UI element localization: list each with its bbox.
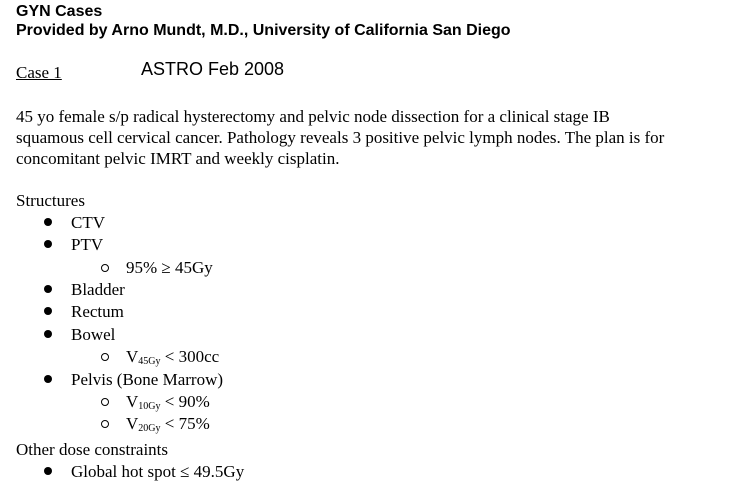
bullet-icon [44,218,52,226]
bullet-icon [44,307,52,315]
case-summary [16,106,732,169]
structure-bladder: Bladder [71,280,125,299]
pelvis-constraint: $V_{20Gy} < 75\%$ [126,414,210,434]
bullet-icon [44,375,52,383]
global-hot-spot: Global hot spot ≤ 49.5Gy [71,462,245,481]
other-constraints-heading: Other dose constraints [16,440,169,459]
meeting-label: ASTRO Feb 2008 [141,59,285,79]
structure-ctv: CTV [71,213,105,232]
bullet-icon [44,285,52,293]
ptv-constraint: 95% ≥ 45Gy [126,258,213,277]
structure-bowel: Bowel [71,325,116,344]
bullet-icon [44,240,52,248]
case-label: Case 1 [16,63,62,82]
circle-bullet-icon [101,353,109,361]
bowel-constraint: $V_{45Gy} < 300cc$ [126,347,220,367]
summary-line: squamous cell cervical cancer. Pathology reveals 3 positive pelvic lymph nodes. The plan is for [16,128,665,147]
circle-bullet-icon [101,398,109,406]
structure-rectum: Rectum [71,302,124,321]
pelvis-constraint: $V_{10Gy} < 90\%$ [126,392,210,412]
summary-line: concomitant pelvic IMRT and weekly cisplatin. [16,149,340,168]
page-title: GYN Cases [16,3,103,20]
bullet-icon [44,467,52,475]
circle-bullet-icon [101,420,109,428]
summary-line: 45 yo female s/p radical hysterectomy and pelvic node dissection for a clinical stage IB [16,107,610,126]
author-credit: Provided by Arno Mundt, M.D., University of California San Diego [16,22,511,39]
structures-heading: Structures [16,191,85,210]
bullet-icon [44,330,52,338]
structure-pelvis: Pelvis (Bone Marrow) [71,370,224,389]
structure-ptv: PTV [71,235,104,254]
circle-bullet-icon [101,264,109,272]
